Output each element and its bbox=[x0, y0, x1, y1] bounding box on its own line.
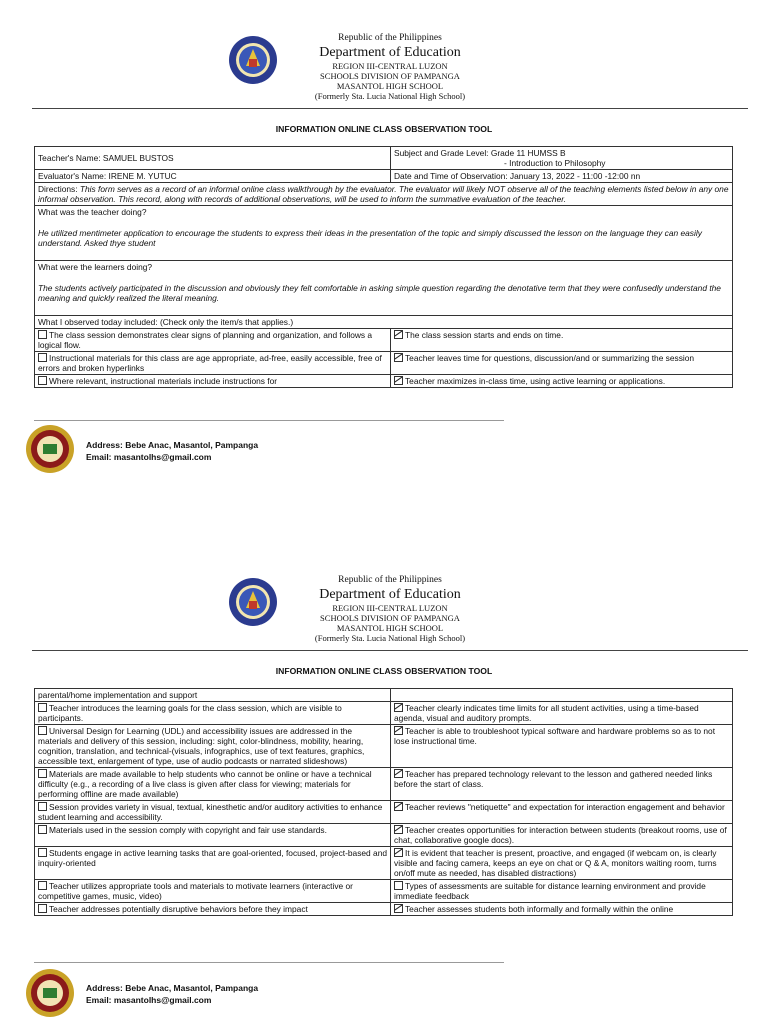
checked-checkbox-icon[interactable] bbox=[394, 726, 403, 735]
deped-seal-icon bbox=[228, 35, 278, 85]
checklist-item-text: Teacher maximizes in-class time, using active learning or applications. bbox=[405, 376, 666, 386]
table-row bbox=[35, 824, 733, 847]
learners-doing-cell bbox=[35, 261, 733, 316]
footer-contact bbox=[86, 982, 258, 1006]
learners-doing-question: What were the learners doing? bbox=[38, 262, 153, 272]
checkbox-icon[interactable] bbox=[38, 353, 47, 362]
checked-checkbox-icon[interactable] bbox=[394, 848, 403, 857]
table-row bbox=[35, 702, 733, 725]
checkbox-icon[interactable] bbox=[38, 769, 47, 778]
table-row bbox=[35, 206, 733, 261]
department-text: Department of Education bbox=[319, 45, 461, 60]
date-time-cell: Date and Time of Observation: January 13, 2022 - 11:00 -12:00 nn bbox=[391, 170, 733, 183]
school-text: MASANTOL HIGH SCHOOL bbox=[336, 623, 444, 633]
checkbox-icon[interactable] bbox=[38, 802, 47, 811]
table-row bbox=[35, 352, 733, 375]
checklist-item bbox=[391, 824, 733, 847]
teacher-doing-question: What was the teacher doing? bbox=[38, 207, 147, 217]
checklist-item bbox=[391, 689, 733, 702]
school-logo-icon bbox=[25, 424, 75, 474]
table-row bbox=[35, 801, 733, 824]
header-divider bbox=[32, 650, 748, 651]
checklist-item bbox=[35, 702, 391, 725]
checklist-item-text: Students engage in active learning tasks that are goal-oriented, focused, project-based and inquiry-oriented bbox=[38, 848, 388, 868]
footer-contact bbox=[86, 439, 258, 463]
former-name-text: (Formerly Sta. Lucia National High School) bbox=[314, 633, 466, 643]
table-row bbox=[35, 183, 733, 206]
school-logo-icon bbox=[25, 968, 75, 1018]
checklist-item-text: Teacher addresses potentially disruptive behaviors before they impact bbox=[49, 904, 308, 914]
checkbox-icon[interactable] bbox=[38, 881, 47, 890]
checklist-item bbox=[391, 880, 733, 903]
checkbox-icon[interactable] bbox=[38, 825, 47, 834]
table-row bbox=[35, 261, 733, 316]
checkbox-icon[interactable] bbox=[38, 376, 47, 385]
checklist-item-text: Materials used in the session comply with copyright and fair use standards. bbox=[49, 825, 327, 835]
checklist-item-text: Universal Design for Learning (UDL) and accessibility issues are addressed in the materials and delivery of this session, including: sight, color-blindness, mobility, hearing, cognition, translation, and technical-(visuals, infographics, use of text features, graphics, accessible text, enlargement of type, use of audio podcasts or narrated slideshows) bbox=[38, 726, 365, 766]
footer-address: Address: Bebe Anac, Masantol, Pampanga bbox=[86, 440, 259, 450]
checked-checkbox-icon[interactable] bbox=[394, 904, 403, 913]
division-text: SCHOOLS DIVISION OF PAMPANGA bbox=[320, 71, 460, 81]
table-row bbox=[35, 768, 733, 801]
checklist-item-text: It is evident that teacher is present, proactive, and engaged (if webcam on, is clearly visible and facing camera, keeps an eye on chat or Q & A, monitors waiting room, turns on/off mute as needed, has disabled distractions) bbox=[394, 848, 717, 878]
checklist-item bbox=[391, 801, 733, 824]
checkbox-icon[interactable] bbox=[38, 330, 47, 339]
checklist-item bbox=[391, 847, 733, 880]
table-row bbox=[35, 375, 733, 388]
checklist-item-text: Materials are made available to help students who cannot be online or have a technical difficulty (e.g., a recording of a live class is given after class for viewing; materials for performing offline are made available) bbox=[38, 769, 372, 799]
former-name-text: (Formerly Sta. Lucia National High School) bbox=[314, 91, 466, 101]
checklist-item bbox=[35, 847, 391, 880]
table-row bbox=[35, 725, 733, 768]
table-row bbox=[35, 329, 733, 352]
checklist-item-text: Teacher clearly indicates time limits for all student activities, using a time-based agenda, visual and auditory prompts. bbox=[394, 703, 699, 723]
checked-checkbox-icon[interactable] bbox=[394, 703, 403, 712]
directions-label: Directions: bbox=[38, 184, 80, 194]
page-footer bbox=[0, 960, 768, 1030]
tool-title: INFORMATION ONLINE CLASS OBSERVATION TOOL bbox=[275, 124, 493, 134]
school-text: MASANTOL HIGH SCHOOL bbox=[336, 81, 444, 91]
table-row bbox=[35, 316, 733, 329]
page-footer bbox=[0, 418, 768, 488]
checklist-item bbox=[35, 824, 391, 847]
checklist-item-text: Teacher leaves time for questions, discussion/and or summarizing the session bbox=[405, 353, 695, 363]
checkbox-icon[interactable] bbox=[38, 726, 47, 735]
footer-divider bbox=[34, 962, 504, 963]
region-text: REGION III-CENTRAL LUZON bbox=[332, 603, 448, 613]
page-2 bbox=[0, 542, 768, 1024]
checklist-item-text: The class session demonstrates clear signs of planning and organization, and follows a logical flow. bbox=[38, 330, 373, 350]
subject-line2: - Introduction to Philosophy bbox=[504, 158, 606, 168]
checklist-item: parental/home implementation and support bbox=[35, 689, 391, 702]
footer-email: Email: masantolhs@gmail.com bbox=[86, 995, 212, 1005]
checklist-item bbox=[391, 702, 733, 725]
checklist-item bbox=[35, 880, 391, 903]
checklist-item bbox=[35, 768, 391, 801]
checklist-item-text: Teacher is able to troubleshoot typical software and hardware problems so as to not lose instructional time. bbox=[394, 726, 716, 746]
letterhead bbox=[0, 32, 768, 106]
checkbox-icon[interactable] bbox=[394, 881, 403, 890]
teacher-doing-answer: He utilized mentimeter application to encourage the students to express their ideas in the presentation of the topic and simply discussed the lesson on the language they can easily understand. Asked thye student bbox=[38, 228, 702, 248]
checklist-item bbox=[391, 903, 733, 916]
teacher-name-cell: Teacher's Name: SAMUEL BUSTOS bbox=[35, 147, 391, 170]
directions-cell bbox=[35, 183, 733, 206]
table-row bbox=[35, 880, 733, 903]
checklist-item-text: Teacher reviews "netiquette" and expectation for interaction engagement and behavior bbox=[405, 802, 725, 812]
letterhead bbox=[0, 574, 768, 648]
footer-divider bbox=[34, 420, 504, 421]
division-text: SCHOOLS DIVISION OF PAMPANGA bbox=[320, 613, 460, 623]
checklist-item-text: Teacher assesses students both informally and formally within the online bbox=[405, 904, 674, 914]
checklist-item bbox=[391, 375, 733, 388]
republic-text: Republic of the Philippines bbox=[338, 575, 442, 585]
checked-checkbox-icon[interactable] bbox=[394, 825, 403, 834]
table-row bbox=[35, 689, 733, 702]
checked-checkbox-icon[interactable] bbox=[394, 769, 403, 778]
checklist-item-text: Where relevant, instructional materials include instructions for bbox=[49, 376, 278, 386]
department-text: Department of Education bbox=[319, 587, 461, 602]
checklist-item bbox=[391, 352, 733, 375]
checklist-item bbox=[35, 903, 391, 916]
observation-table bbox=[34, 688, 733, 916]
subject-cell bbox=[391, 147, 733, 170]
checklist-item-text: Teacher utilizes appropriate tools and materials to motivate learners (interactive or competitive games, music, video) bbox=[38, 881, 353, 901]
checkbox-icon[interactable] bbox=[38, 848, 47, 857]
table-row bbox=[35, 147, 733, 170]
checked-checkbox-icon[interactable] bbox=[394, 376, 403, 385]
region-text: REGION III-CENTRAL LUZON bbox=[332, 61, 448, 71]
checklist-item-text: Session provides variety in visual, textual, kinesthetic and/or auditory activities to enhance student learning and accessibility. bbox=[38, 802, 383, 822]
checklist-item bbox=[35, 352, 391, 375]
checkbox-icon[interactable] bbox=[38, 703, 47, 712]
checklist-item-text: The class session starts and ends on time. bbox=[405, 330, 564, 340]
directions-text: This form serves as a record of an informal online class walkthrough by the evaluator. The evaluator will likely NOT observe all of the teaching elements listed below in any one informal observation. This record, along with records of additional observations, will be used to inform the summative evaluation of the teacher. bbox=[38, 184, 729, 204]
checklist-item bbox=[35, 329, 391, 352]
observed-label-cell: What I observed today included: (Check only the item/s that applies.) bbox=[35, 316, 733, 329]
footer-email: Email: masantolhs@gmail.com bbox=[86, 452, 212, 462]
table-row bbox=[35, 847, 733, 880]
evaluator-name-cell: Evaluator's Name: IRENE M. YUTUC bbox=[35, 170, 391, 183]
checklist-item bbox=[35, 801, 391, 824]
checklist-item bbox=[35, 375, 391, 388]
checklist-item bbox=[391, 329, 733, 352]
learners-doing-answer: The students actively participated in the discussion and obviously they felt comfortable in asking simple question regarding the denotative term that they were confusedly understand the meaning and quickly realized the literal meaning. bbox=[38, 283, 721, 303]
checklist-item-text: Teacher has prepared technology relevant to the lesson and gathered needed links before the start of class. bbox=[394, 769, 713, 789]
checklist-item-text: Types of assessments are suitable for distance learning environment and provide immediate feedback bbox=[394, 881, 706, 901]
checklist-item-text: Teacher creates opportunities for interaction between students (breakout rooms, use of chat, collaborative google docs). bbox=[394, 825, 727, 845]
tool-title: INFORMATION ONLINE CLASS OBSERVATION TOOL bbox=[275, 666, 493, 676]
header-divider bbox=[32, 108, 748, 109]
checklist-item-text: Instructional materials for this class are age appropriate, ad-free, easily accessible, free of errors and broken hyperlinks bbox=[38, 353, 382, 373]
checklist-item bbox=[35, 725, 391, 768]
checkbox-icon[interactable] bbox=[38, 904, 47, 913]
subject-label: Subject and Grade Level: Grade 11 HUMSS B bbox=[394, 148, 566, 158]
checked-checkbox-icon[interactable] bbox=[394, 802, 403, 811]
table-row bbox=[35, 170, 733, 183]
checked-checkbox-icon[interactable] bbox=[394, 330, 403, 339]
footer-address: Address: Bebe Anac, Masantol, Pampanga bbox=[86, 983, 259, 993]
republic-text: Republic of the Philippines bbox=[338, 33, 442, 43]
observation-table bbox=[34, 146, 733, 388]
checked-checkbox-icon[interactable] bbox=[394, 353, 403, 362]
deped-seal-icon bbox=[228, 577, 278, 627]
checklist-item bbox=[391, 725, 733, 768]
checklist-item bbox=[391, 768, 733, 801]
checklist-item-text: Teacher introduces the learning goals for the class session, which are visible to participants. bbox=[38, 703, 342, 723]
table-row bbox=[35, 903, 733, 916]
teacher-doing-cell bbox=[35, 206, 733, 261]
